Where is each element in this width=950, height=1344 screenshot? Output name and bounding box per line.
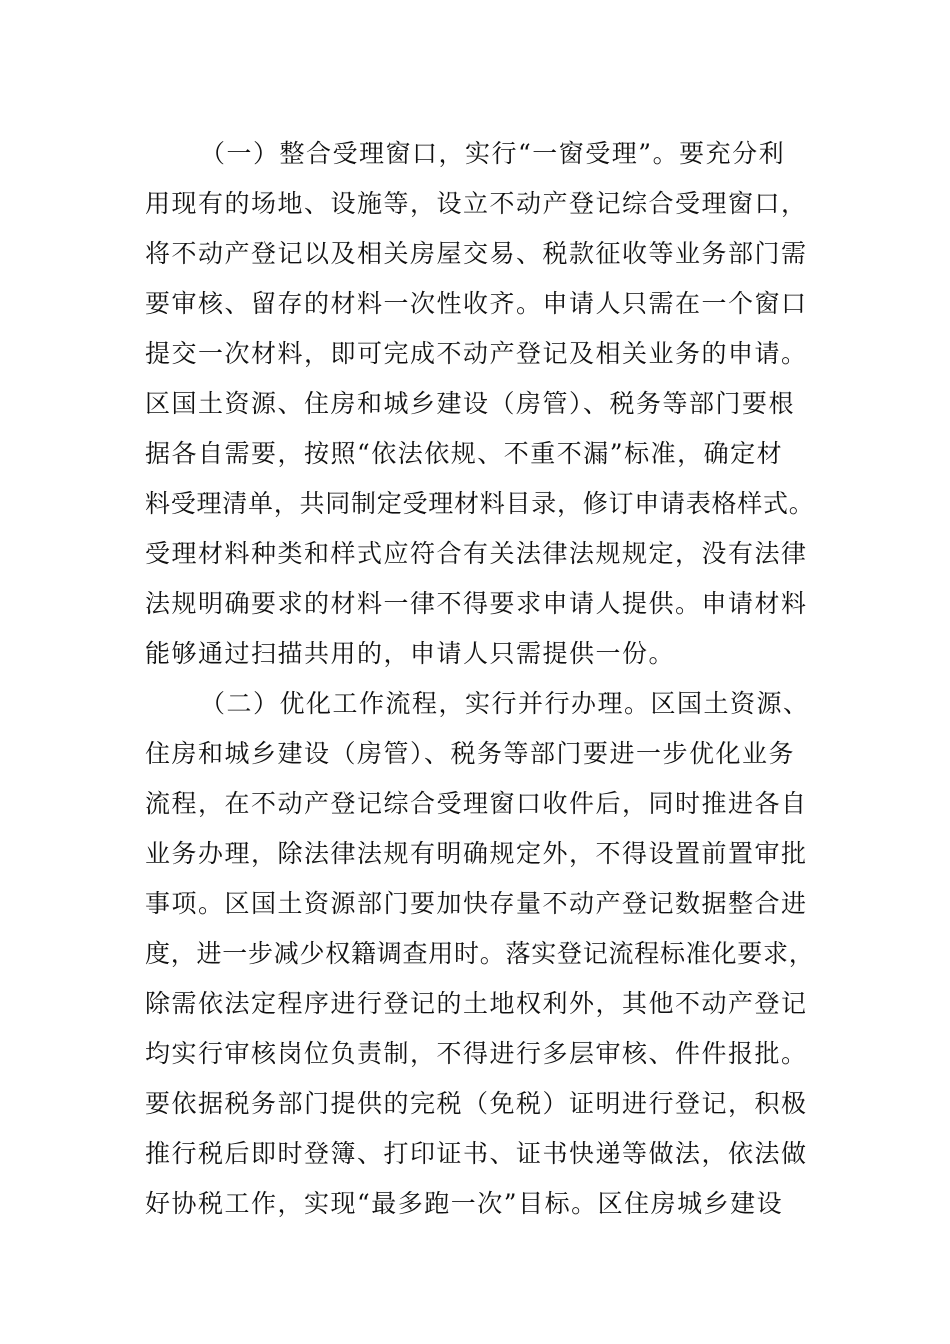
- paragraph-1-line-3: 将不动产登记以及相关房屋交易、税款征收等业务部门需: [145, 239, 808, 268]
- paragraph-1-line-8: 料受理清单，共同制定受理材料目录，修订申请表格样式。: [145, 489, 815, 518]
- paragraph-2-line-1: （二）优化工作流程，实行并行办理。区国土资源、: [200, 689, 810, 718]
- paragraph-2-line-3: 流程，在不动产登记综合受理窗口收件后，同时推进各自: [145, 789, 808, 818]
- paragraph-2-line-10: 推行税后即时登簿、打印证书、证书快递等做法，依法做: [145, 1139, 808, 1168]
- paragraph-2-line-9: 要依据税务部门提供的完税（免税）证明进行登记，积极: [145, 1089, 808, 1118]
- paragraph-1-line-5: 提交一次材料，即可完成不动产登记及相关业务的申请。: [145, 339, 808, 368]
- paragraph-2-line-6: 度，进一步减少权籍调查用时。落实登记流程标准化要求，: [145, 939, 815, 968]
- paragraph-1-line-10: 法规明确要求的材料一律不得要求申请人提供。申请材料: [145, 589, 808, 618]
- paragraph-2-line-2: 住房和城乡建设（房管）、税务等部门要进一步优化业务: [145, 739, 796, 768]
- paragraph-1-line-7: 据各自需要，按照“依法依规、不重不漏”标准，确定材: [145, 439, 784, 468]
- paragraph-1-line-11: 能够通过扫描共用的，申请人只需提供一份。: [145, 639, 676, 668]
- paragraph-2-line-7: 除需依法定程序进行登记的土地权利外，其他不动产登记: [145, 989, 808, 1018]
- paragraph-1-line-9: 受理材料种类和样式应符合有关法律法规规定，没有法律: [145, 539, 808, 568]
- paragraph-2-line-11: 好协税工作，实现“最多跑一次”目标。区住房城乡建设: [145, 1189, 784, 1218]
- paragraph-2-line-4: 业务办理，除法律法规有明确规定外，不得设置前置审批: [145, 839, 808, 868]
- paragraph-1-line-4: 要审核、留存的材料一次性收齐。申请人只需在一个窗口: [145, 289, 808, 318]
- paragraph-1-line-6: 区国土资源、住房和城乡建设（房管）、税务等部门要根: [145, 389, 796, 418]
- paragraph-2-line-8: 均实行审核岗位负责制，不得进行多层审核、件件报批。: [145, 1039, 808, 1068]
- paragraph-1-line-2: 用现有的场地、设施等，设立不动产登记综合受理窗口，: [145, 189, 808, 218]
- paragraph-2-line-5: 事项。区国土资源部门要加快存量不动产登记数据整合进: [145, 889, 808, 918]
- paragraph-1-line-1: （一）整合受理窗口，实行“一窗受理”。要充分利: [200, 139, 786, 168]
